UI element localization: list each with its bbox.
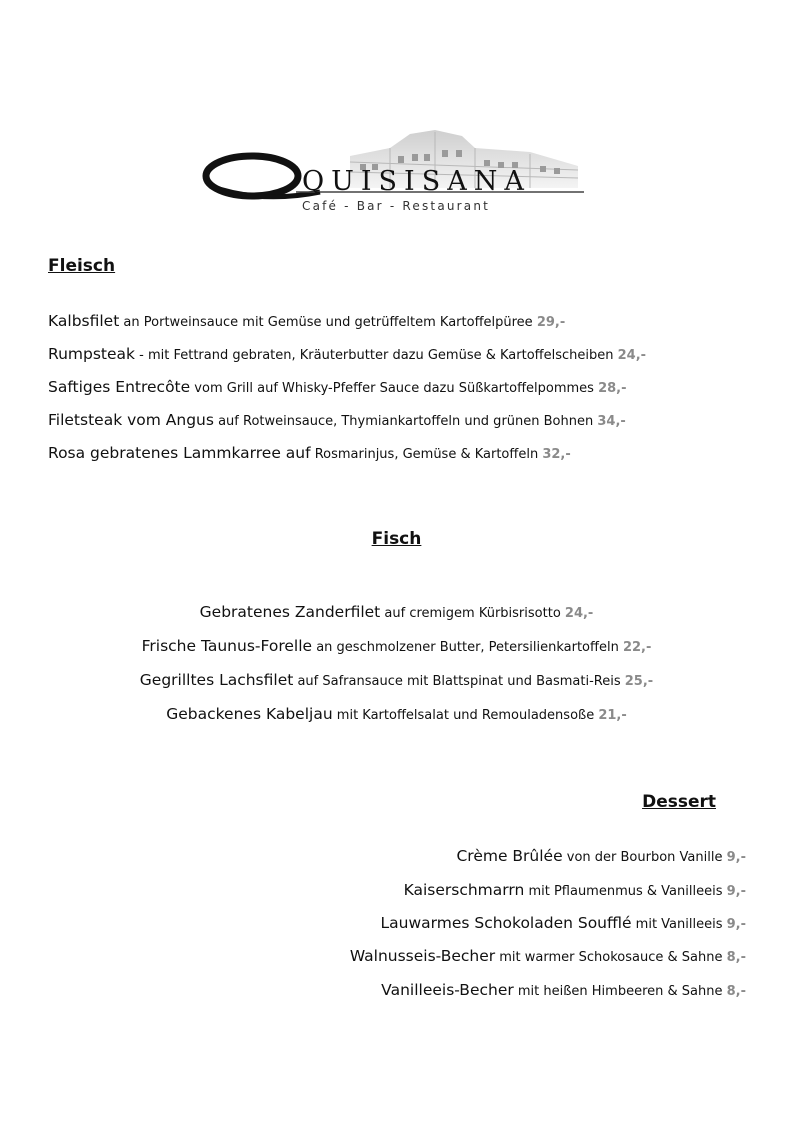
dish-description: an Portweinsauce mit Gemüse und getrüffeltem Kartoffelpüree [119,315,537,330]
dish-price: 9,- [726,884,746,899]
dish-description: - mit Fettrand gebraten, Kräuterbutter dazu Gemüse & Kartoffelscheiben [135,348,618,363]
dish-price: 25,- [624,674,654,689]
dish-name: Gegrilltes Lachsfilet [139,671,294,689]
dish-description: auf Rotweinsauce, Thymiankartoffeln und grünen Bohnen [213,414,598,429]
menu-item [404,880,746,899]
menu-item [381,980,746,999]
menu-item [48,311,565,330]
dish-description: auf cremigem Kürbisrisotto [380,606,565,621]
dish-description: mit Kartoffelsalat und Remouladensoße [332,708,599,723]
menu-item [48,410,626,429]
section-heading-fleisch: Fleisch [48,256,116,276]
dish-name: Walnusseis-Becher [349,947,496,965]
dish-description: an geschmolzener Butter, Petersilienkartoffeln [312,640,623,655]
brand-wordmark: QUISISANA [302,166,531,197]
dish-price: 28,- [598,381,627,396]
dish-name: Rosa gebratenes Lammkarree auf [48,444,311,462]
dish-description: Rosmarinjus, Gemüse & Kartoffeln [310,447,543,462]
dish-description: vom Grill auf Whisky-Pfeffer Sauce dazu Süßkartoffelpommes [190,381,599,396]
dish-name: Saftiges Entrecôte [48,378,191,396]
menu-item [350,946,746,965]
dish-price: 29,- [536,315,566,330]
menu-item [0,636,793,655]
dish-price: 24,- [564,606,594,621]
dish-price: 34,- [597,414,626,429]
logo-tagline: Café - Bar - Restaurant [302,199,491,213]
dish-price: 24,- [617,348,647,363]
menu-item [48,344,646,363]
dish-description: mit Vanilleeis [631,917,727,932]
dish-description: auf Safransauce mit Blattspinat und Basmati-Reis [293,674,625,689]
menu-item [380,913,746,932]
dish-price: 22,- [622,640,652,655]
dish-description: mit Pflaumenmus & Vanilleeis [524,884,727,899]
menu-item [0,670,793,689]
dish-name: Filetsteak vom Angus [48,411,214,429]
menu-item [48,443,571,462]
dish-name: Frische Taunus-Forelle [141,637,313,655]
dish-name: Kaiserschmarrn [403,881,525,899]
dish-price: 8,- [726,950,746,965]
dish-name: Kalbsfilet [48,312,120,330]
dish-price: 8,- [726,984,746,999]
menu-item [456,846,746,865]
dish-description: mit heißen Himbeeren & Sahne [513,984,727,999]
dish-name: Lauwarmes Schokoladen Soufflé [380,914,632,932]
dish-description: mit warmer Schokosauce & Sahne [495,950,727,965]
dish-name: Vanilleeis-Becher [381,981,514,999]
menu-item [48,377,627,396]
dish-name: Rumpsteak [48,345,135,363]
section-heading-dessert: Dessert [642,792,716,812]
dish-name: Gebratenes Zanderfilet [199,603,381,621]
menu-item [0,602,793,621]
dish-price: 21,- [598,708,627,723]
dish-price: 9,- [726,917,746,932]
dish-name: Gebackenes Kabeljau [166,705,333,723]
dish-price: 32,- [542,447,571,462]
dish-name: Crème Brûlée [456,847,563,865]
dish-price: 9,- [726,850,746,865]
menu-item [0,704,793,723]
dish-description: von der Bourbon Vanille [562,850,727,865]
section-heading-fisch: Fisch [371,529,422,549]
